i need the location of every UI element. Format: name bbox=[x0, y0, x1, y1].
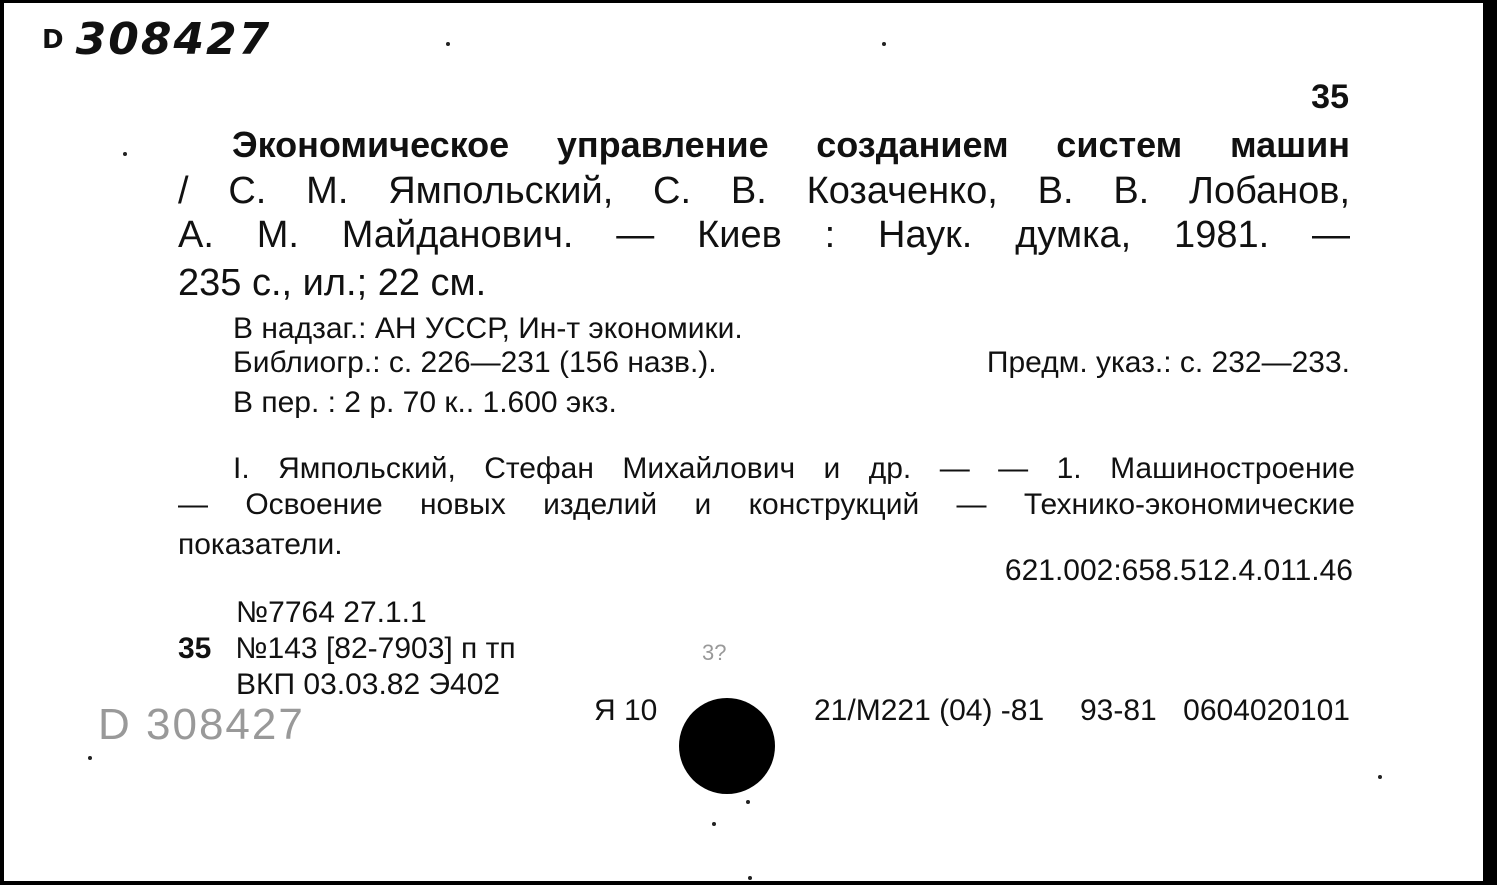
ink-speck bbox=[746, 800, 750, 804]
punch-hole bbox=[679, 698, 775, 794]
card-border-left bbox=[0, 0, 4, 885]
ink-speck bbox=[446, 42, 450, 46]
ink-speck bbox=[88, 756, 92, 760]
ink-speck bbox=[712, 822, 716, 826]
registration-prefix: 35 bbox=[178, 632, 212, 665]
registration-line-1: №7764 27.1.1 bbox=[236, 596, 427, 629]
note-bibliography-line bbox=[233, 346, 1350, 380]
authors-line-2: А. М. Майданович. — Киев : Наук. думка, 1981. — bbox=[178, 214, 1350, 256]
faint-small-mark: 3? bbox=[702, 640, 727, 665]
card-border-right bbox=[1483, 0, 1497, 885]
note-header: В надзаг.: АН УССР, Ин-т экономики. bbox=[233, 312, 743, 345]
ink-speck bbox=[748, 876, 752, 880]
ink-speck bbox=[123, 152, 127, 156]
stamp-number: 308427 bbox=[75, 14, 272, 65]
code-b: 21/М221 (04) -81 bbox=[814, 694, 1045, 727]
registration-line-2 bbox=[178, 632, 516, 666]
tracing-line-1: I. Ямпольский, Стефан Михайлович и др. — — 1. Машиностроение bbox=[233, 452, 1355, 485]
tracing-line-3: показатели. bbox=[178, 528, 343, 561]
faint-stamp: D 308427 bbox=[98, 700, 305, 749]
ink-speck bbox=[882, 42, 886, 46]
authors-line-1: / С. М. Ямпольский, С. В. Козаченко, В. В. Лобанов, bbox=[178, 170, 1350, 212]
card-border-bottom bbox=[0, 881, 1497, 885]
stamp-prefix: D bbox=[42, 25, 66, 55]
authors-line-3: 235 с., ил.; 22 см. bbox=[178, 262, 487, 304]
card-number: 35 bbox=[1311, 78, 1349, 116]
udc-code: 621.002:658.512.4.011.46 bbox=[1004, 554, 1353, 587]
registration-number: №143 [82-7903] п тп bbox=[235, 632, 516, 665]
note-subject-index: Предм. указ.: с. 232—233. bbox=[986, 346, 1350, 379]
stamp-identifier bbox=[42, 14, 271, 65]
code-d: 0604020101 bbox=[1183, 694, 1350, 727]
note-bibliography: Библиогр.: с. 226—231 (156 назв.). bbox=[233, 346, 717, 379]
note-price: В пер. : 2 р. 70 к.. 1.600 экз. bbox=[233, 386, 617, 419]
book-title: Экономическое управление созданием систем машин bbox=[232, 124, 1350, 165]
registration-line-3: ВКП 03.03.82 Э402 bbox=[236, 668, 501, 701]
code-c: 93-81 bbox=[1080, 694, 1157, 727]
card-border-top bbox=[0, 0, 1497, 3]
code-a: Я 10 bbox=[594, 694, 658, 727]
ink-speck bbox=[1378, 775, 1382, 779]
tracing-line-2: — Освоение новых изделий и конструкций — Технико-экономические bbox=[178, 488, 1355, 521]
